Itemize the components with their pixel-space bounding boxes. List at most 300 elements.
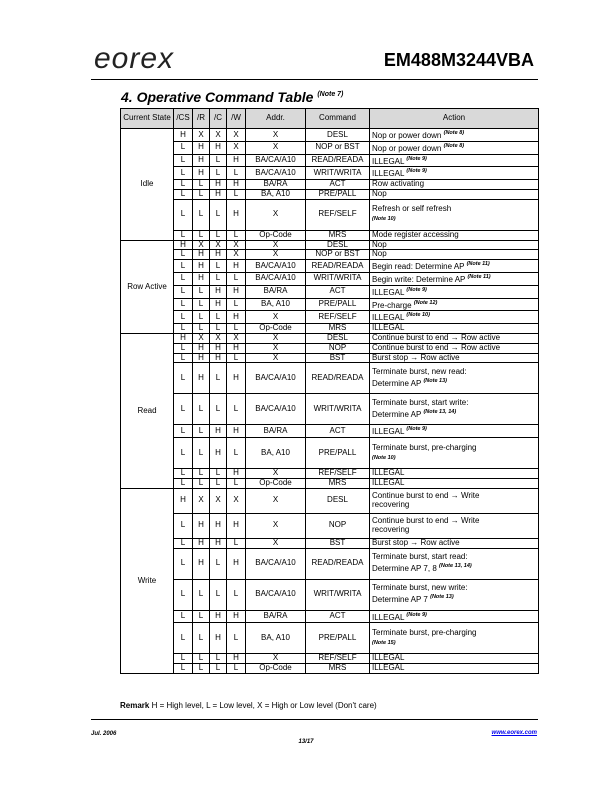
action-note: (Note 13, 14) bbox=[439, 563, 472, 570]
addr-cell: BA/CA/A10 bbox=[246, 363, 306, 394]
r-cell: H bbox=[193, 343, 210, 353]
c-cell: L bbox=[210, 394, 227, 425]
action-text: ILLEGAL bbox=[372, 427, 405, 437]
r-cell: L bbox=[193, 230, 210, 240]
w-cell: X bbox=[227, 240, 246, 250]
action-text: Begin write: Determine AP bbox=[372, 274, 466, 284]
action-cell bbox=[370, 230, 539, 240]
command-cell: BST bbox=[306, 538, 370, 548]
addr-cell: X bbox=[246, 333, 306, 343]
command-cell: DESL bbox=[306, 129, 370, 142]
action-text: Continue burst to end → Write bbox=[372, 490, 480, 500]
remark bbox=[120, 701, 377, 710]
action-text-line2: Determine AP bbox=[372, 378, 422, 388]
section-title bbox=[121, 89, 343, 105]
command-cell: PRE/PALL bbox=[306, 623, 370, 654]
cs-cell: L bbox=[174, 272, 193, 285]
command-cell: DESL bbox=[306, 488, 370, 513]
command-table bbox=[120, 108, 539, 674]
w-cell: L bbox=[227, 353, 246, 363]
table-row bbox=[121, 199, 539, 230]
table-row bbox=[121, 189, 539, 199]
state-cell: Row Active bbox=[121, 240, 174, 333]
action-text: Terminate burst, start read: bbox=[372, 552, 468, 562]
section-title-note: (Note 7) bbox=[317, 91, 344, 98]
c-cell: L bbox=[210, 469, 227, 479]
action-cell bbox=[370, 250, 539, 260]
action-text: Nop bbox=[372, 188, 387, 198]
cs-cell: L bbox=[174, 538, 193, 548]
cs-cell: L bbox=[174, 425, 193, 438]
addr-cell: Op-Code bbox=[246, 324, 306, 334]
remark-text: H = High level, L = Low level, X = High or Low level (Don't care) bbox=[151, 701, 377, 710]
col-header-c: /C bbox=[210, 109, 227, 129]
w-cell: L bbox=[227, 438, 246, 469]
footer-date: Jul. 2006 bbox=[91, 731, 117, 737]
action-cell bbox=[370, 272, 539, 285]
c-cell: L bbox=[210, 654, 227, 664]
action-cell bbox=[370, 363, 539, 394]
action-cell bbox=[370, 199, 539, 230]
c-cell: X bbox=[210, 129, 227, 142]
r-cell: L bbox=[193, 180, 210, 190]
r-cell: H bbox=[193, 272, 210, 285]
addr-cell: BA, A10 bbox=[246, 298, 306, 311]
addr-cell: X bbox=[246, 250, 306, 260]
c-cell: X bbox=[210, 333, 227, 343]
r-cell: L bbox=[193, 285, 210, 298]
company-logo: eorex bbox=[94, 42, 175, 75]
action-text-line2: recovering bbox=[372, 524, 410, 534]
action-text-line2: Determine AP 7 bbox=[372, 595, 428, 605]
command-cell: READ/READA bbox=[306, 363, 370, 394]
w-cell: H bbox=[227, 343, 246, 353]
action-cell bbox=[370, 189, 539, 199]
r-cell: L bbox=[193, 654, 210, 664]
cs-cell: L bbox=[174, 298, 193, 311]
action-text: Terminate burst, new write: bbox=[372, 583, 468, 593]
action-text: ILLEGAL bbox=[372, 477, 405, 487]
table-row bbox=[121, 425, 539, 438]
action-text: Continue burst to end → Row active bbox=[372, 342, 501, 352]
col-header-w: /W bbox=[227, 109, 246, 129]
cs-cell: L bbox=[174, 438, 193, 469]
action-note: (Note 9) bbox=[406, 155, 427, 162]
addr-cell: BA, A10 bbox=[246, 438, 306, 469]
table-row bbox=[121, 469, 539, 479]
w-cell: L bbox=[227, 538, 246, 548]
cs-cell: L bbox=[174, 180, 193, 190]
w-cell: L bbox=[227, 394, 246, 425]
action-cell bbox=[370, 353, 539, 363]
action-note: (Note 9) bbox=[406, 611, 427, 618]
action-cell bbox=[370, 311, 539, 324]
table-row bbox=[121, 154, 539, 167]
command-cell: REF/SELF bbox=[306, 199, 370, 230]
cs-cell: L bbox=[174, 324, 193, 334]
action-text-line2: recovering bbox=[372, 499, 410, 509]
cs-cell: H bbox=[174, 333, 193, 343]
addr-cell: X bbox=[246, 353, 306, 363]
table-row bbox=[121, 538, 539, 548]
action-cell bbox=[370, 260, 539, 273]
table-row bbox=[121, 610, 539, 623]
r-cell: L bbox=[193, 469, 210, 479]
r-cell: L bbox=[193, 189, 210, 199]
c-cell: H bbox=[210, 353, 227, 363]
action-note: (Note 12) bbox=[413, 299, 438, 306]
col-header-cs: /CS bbox=[174, 109, 193, 129]
command-cell: REF/SELF bbox=[306, 469, 370, 479]
state-cell: Write bbox=[121, 488, 174, 673]
addr-cell: X bbox=[246, 311, 306, 324]
r-cell: X bbox=[193, 240, 210, 250]
table-row bbox=[121, 180, 539, 190]
action-note: (Note 9) bbox=[406, 168, 427, 175]
table-row bbox=[121, 129, 539, 142]
c-cell: L bbox=[210, 311, 227, 324]
cs-cell: L bbox=[174, 654, 193, 664]
action-cell bbox=[370, 478, 539, 488]
cs-cell: L bbox=[174, 394, 193, 425]
table-row bbox=[121, 343, 539, 353]
addr-cell: BA/CA/A10 bbox=[246, 548, 306, 579]
command-cell: MRS bbox=[306, 324, 370, 334]
table-row bbox=[121, 298, 539, 311]
action-note: (Note 15) bbox=[372, 639, 396, 646]
action-text: Burst stop → Row active bbox=[372, 352, 460, 362]
action-note: (Note 10) bbox=[372, 216, 396, 223]
addr-cell: X bbox=[246, 343, 306, 353]
w-cell: H bbox=[227, 363, 246, 394]
command-cell: BST bbox=[306, 353, 370, 363]
action-note: (Note 8) bbox=[443, 142, 465, 149]
r-cell: L bbox=[193, 478, 210, 488]
w-cell: X bbox=[227, 129, 246, 142]
addr-cell: Op-Code bbox=[246, 478, 306, 488]
w-cell: L bbox=[227, 623, 246, 654]
w-cell: H bbox=[227, 548, 246, 579]
w-cell: H bbox=[227, 425, 246, 438]
c-cell: L bbox=[210, 199, 227, 230]
c-cell: H bbox=[210, 189, 227, 199]
table-row bbox=[121, 260, 539, 273]
w-cell: H bbox=[227, 311, 246, 324]
action-text: Terminate burst, start write: bbox=[372, 398, 469, 408]
action-cell bbox=[370, 579, 539, 610]
action-cell bbox=[370, 664, 539, 674]
action-cell bbox=[370, 538, 539, 548]
table-row bbox=[121, 272, 539, 285]
remark-label: Remark bbox=[120, 701, 150, 710]
action-text-line2: Determine AP 7, 8 bbox=[372, 564, 437, 574]
action-text: Terminate burst, pre-charging bbox=[372, 628, 477, 638]
action-note: (Note 13, 14) bbox=[423, 408, 457, 415]
r-cell: L bbox=[193, 199, 210, 230]
cs-cell: L bbox=[174, 141, 193, 154]
action-text: ILLEGAL bbox=[372, 287, 405, 297]
c-cell: L bbox=[210, 478, 227, 488]
action-cell bbox=[370, 141, 539, 154]
footer-rule bbox=[91, 719, 538, 720]
cs-cell: H bbox=[174, 129, 193, 142]
cs-cell: L bbox=[174, 548, 193, 579]
command-cell: ACT bbox=[306, 285, 370, 298]
command-cell: ACT bbox=[306, 425, 370, 438]
c-cell: H bbox=[210, 285, 227, 298]
action-cell bbox=[370, 488, 539, 513]
w-cell: H bbox=[227, 469, 246, 479]
command-cell: NOP bbox=[306, 343, 370, 353]
c-cell: H bbox=[210, 298, 227, 311]
action-text: Nop bbox=[372, 249, 387, 259]
header-rule bbox=[91, 79, 538, 80]
c-cell: L bbox=[210, 154, 227, 167]
cs-cell: L bbox=[174, 230, 193, 240]
action-text: Burst stop → Row active bbox=[372, 537, 460, 547]
w-cell: L bbox=[227, 230, 246, 240]
addr-cell: BA/CA/A10 bbox=[246, 167, 306, 180]
c-cell: H bbox=[210, 538, 227, 548]
table-row bbox=[121, 394, 539, 425]
r-cell: L bbox=[193, 610, 210, 623]
cs-cell: L bbox=[174, 260, 193, 273]
r-cell: L bbox=[193, 324, 210, 334]
action-text: Pre-charge bbox=[372, 300, 412, 310]
cs-cell: L bbox=[174, 311, 193, 324]
cs-cell: H bbox=[174, 240, 193, 250]
w-cell: L bbox=[227, 324, 246, 334]
part-number: EM488M3244VBA bbox=[383, 50, 534, 70]
cs-cell: L bbox=[174, 285, 193, 298]
cs-cell: L bbox=[174, 363, 193, 394]
action-note: (Note 8) bbox=[443, 130, 465, 136]
col-header-command: Command bbox=[306, 109, 370, 129]
r-cell: L bbox=[193, 664, 210, 674]
c-cell: H bbox=[210, 610, 227, 623]
command-cell: WRIT/WRITA bbox=[306, 167, 370, 180]
c-cell: H bbox=[210, 343, 227, 353]
action-text-line2: Determine AP bbox=[372, 409, 422, 419]
addr-cell: BA/CA/A10 bbox=[246, 260, 306, 273]
table-row bbox=[121, 438, 539, 469]
table-row bbox=[121, 230, 539, 240]
addr-cell: BA/RA bbox=[246, 180, 306, 190]
command-cell: READ/READA bbox=[306, 260, 370, 273]
w-cell: L bbox=[227, 189, 246, 199]
table-row bbox=[121, 478, 539, 488]
command-cell: DESL bbox=[306, 240, 370, 250]
action-note: (Note 9) bbox=[406, 286, 427, 293]
addr-cell: Op-Code bbox=[246, 230, 306, 240]
action-cell bbox=[370, 180, 539, 190]
r-cell: H bbox=[193, 260, 210, 273]
addr-cell: BA, A10 bbox=[246, 623, 306, 654]
w-cell: X bbox=[227, 141, 246, 154]
command-cell: PRE/PALL bbox=[306, 438, 370, 469]
c-cell: L bbox=[210, 167, 227, 180]
c-cell: L bbox=[210, 260, 227, 273]
r-cell: H bbox=[193, 363, 210, 394]
command-cell: REF/SELF bbox=[306, 311, 370, 324]
action-text: Mode register accessing bbox=[372, 229, 459, 239]
table-row bbox=[121, 513, 539, 538]
addr-cell: X bbox=[246, 469, 306, 479]
cs-cell: L bbox=[174, 167, 193, 180]
table-row bbox=[121, 250, 539, 260]
w-cell: H bbox=[227, 199, 246, 230]
addr-cell: X bbox=[246, 240, 306, 250]
w-cell: H bbox=[227, 154, 246, 167]
command-cell: READ/READA bbox=[306, 548, 370, 579]
action-text: Row activating bbox=[372, 179, 425, 189]
action-text: Continue burst to end → Row active bbox=[372, 332, 501, 342]
c-cell: L bbox=[210, 324, 227, 334]
addr-cell: BA, A10 bbox=[246, 189, 306, 199]
cs-cell: H bbox=[174, 488, 193, 513]
r-cell: H bbox=[193, 538, 210, 548]
command-cell: WRIT/WRITA bbox=[306, 579, 370, 610]
action-note: (Note 13) bbox=[430, 594, 454, 601]
action-cell bbox=[370, 513, 539, 538]
w-cell: L bbox=[227, 298, 246, 311]
cs-cell: L bbox=[174, 199, 193, 230]
cs-cell: L bbox=[174, 623, 193, 654]
cs-cell: L bbox=[174, 154, 193, 167]
addr-cell: BA/RA bbox=[246, 610, 306, 623]
w-cell: L bbox=[227, 167, 246, 180]
cs-cell: L bbox=[174, 343, 193, 353]
addr-cell: X bbox=[246, 488, 306, 513]
footer-link[interactable]: www.eorex.com bbox=[491, 730, 537, 736]
command-cell: MRS bbox=[306, 664, 370, 674]
cs-cell: L bbox=[174, 469, 193, 479]
command-cell: NOP or BST bbox=[306, 250, 370, 260]
r-cell: H bbox=[193, 353, 210, 363]
action-cell bbox=[370, 167, 539, 180]
c-cell: H bbox=[210, 425, 227, 438]
r-cell: H bbox=[193, 513, 210, 538]
table-row bbox=[121, 311, 539, 324]
page-number: 13/17 bbox=[298, 739, 314, 745]
w-cell: L bbox=[227, 664, 246, 674]
action-cell bbox=[370, 285, 539, 298]
addr-cell: BA/CA/A10 bbox=[246, 394, 306, 425]
r-cell: L bbox=[193, 579, 210, 610]
action-cell bbox=[370, 240, 539, 250]
section-title-text: 4. Operative Command Table bbox=[121, 89, 314, 105]
c-cell: X bbox=[210, 488, 227, 513]
action-cell bbox=[370, 438, 539, 469]
command-cell: WRIT/WRITA bbox=[306, 394, 370, 425]
addr-cell: X bbox=[246, 129, 306, 142]
w-cell: H bbox=[227, 260, 246, 273]
c-cell: H bbox=[210, 623, 227, 654]
action-note: (Note 10) bbox=[406, 312, 430, 319]
table-row bbox=[121, 488, 539, 513]
action-text: ILLEGAL bbox=[372, 653, 405, 663]
w-cell: H bbox=[227, 513, 246, 538]
table-row bbox=[121, 141, 539, 154]
w-cell: H bbox=[227, 285, 246, 298]
addr-cell: X bbox=[246, 538, 306, 548]
table-row bbox=[121, 167, 539, 180]
action-cell bbox=[370, 623, 539, 654]
action-text: ILLEGAL bbox=[372, 323, 405, 333]
r-cell: X bbox=[193, 129, 210, 142]
c-cell: H bbox=[210, 513, 227, 538]
addr-cell: X bbox=[246, 513, 306, 538]
cs-cell: L bbox=[174, 353, 193, 363]
action-cell bbox=[370, 394, 539, 425]
action-cell bbox=[370, 610, 539, 623]
w-cell: H bbox=[227, 180, 246, 190]
action-cell bbox=[370, 425, 539, 438]
action-text: ILLEGAL bbox=[372, 169, 405, 179]
action-text: ILLEGAL bbox=[372, 612, 405, 622]
action-note: (Note 11) bbox=[467, 273, 491, 280]
action-text: ILLEGAL bbox=[372, 468, 405, 478]
r-cell: X bbox=[193, 333, 210, 343]
r-cell: L bbox=[193, 425, 210, 438]
action-text: Nop or power down bbox=[372, 143, 442, 153]
action-text: Terminate burst, new read: bbox=[372, 367, 467, 377]
addr-cell: X bbox=[246, 654, 306, 664]
action-note: (Note 13) bbox=[423, 377, 447, 384]
r-cell: H bbox=[193, 548, 210, 579]
command-cell: MRS bbox=[306, 478, 370, 488]
action-text: ILLEGAL bbox=[372, 313, 405, 323]
command-cell: WRIT/WRITA bbox=[306, 272, 370, 285]
action-cell bbox=[370, 154, 539, 167]
action-text: Refresh or self refresh bbox=[372, 204, 452, 214]
w-cell: L bbox=[227, 272, 246, 285]
cs-cell: L bbox=[174, 250, 193, 260]
col-header-addr: Addr. bbox=[246, 109, 306, 129]
action-note: (Note 11) bbox=[466, 261, 490, 268]
command-cell: PRE/PALL bbox=[306, 298, 370, 311]
command-cell: NOP or BST bbox=[306, 141, 370, 154]
cs-cell: L bbox=[174, 610, 193, 623]
command-cell: REF/SELF bbox=[306, 654, 370, 664]
table-row bbox=[121, 623, 539, 654]
action-text: Nop or power down bbox=[372, 131, 442, 140]
action-note: (Note 9) bbox=[406, 426, 427, 433]
action-text: Begin read: Determine AP bbox=[372, 262, 465, 272]
command-cell: ACT bbox=[306, 610, 370, 623]
action-text: ILLEGAL bbox=[372, 156, 405, 166]
r-cell: L bbox=[193, 623, 210, 654]
r-cell: L bbox=[193, 394, 210, 425]
state-cell: Idle bbox=[121, 129, 174, 241]
cs-cell: L bbox=[174, 664, 193, 674]
r-cell: X bbox=[193, 488, 210, 513]
c-cell: H bbox=[210, 180, 227, 190]
c-cell: L bbox=[210, 579, 227, 610]
command-cell: READ/READA bbox=[306, 154, 370, 167]
table-header-row bbox=[121, 109, 539, 129]
table-row bbox=[121, 664, 539, 674]
col-header-action: Action bbox=[370, 109, 539, 129]
table-row bbox=[121, 548, 539, 579]
action-cell bbox=[370, 298, 539, 311]
col-header-r: /R bbox=[193, 109, 210, 129]
table-row bbox=[121, 285, 539, 298]
c-cell: L bbox=[210, 363, 227, 394]
c-cell: X bbox=[210, 240, 227, 250]
r-cell: H bbox=[193, 154, 210, 167]
action-text: Nop bbox=[372, 239, 387, 249]
